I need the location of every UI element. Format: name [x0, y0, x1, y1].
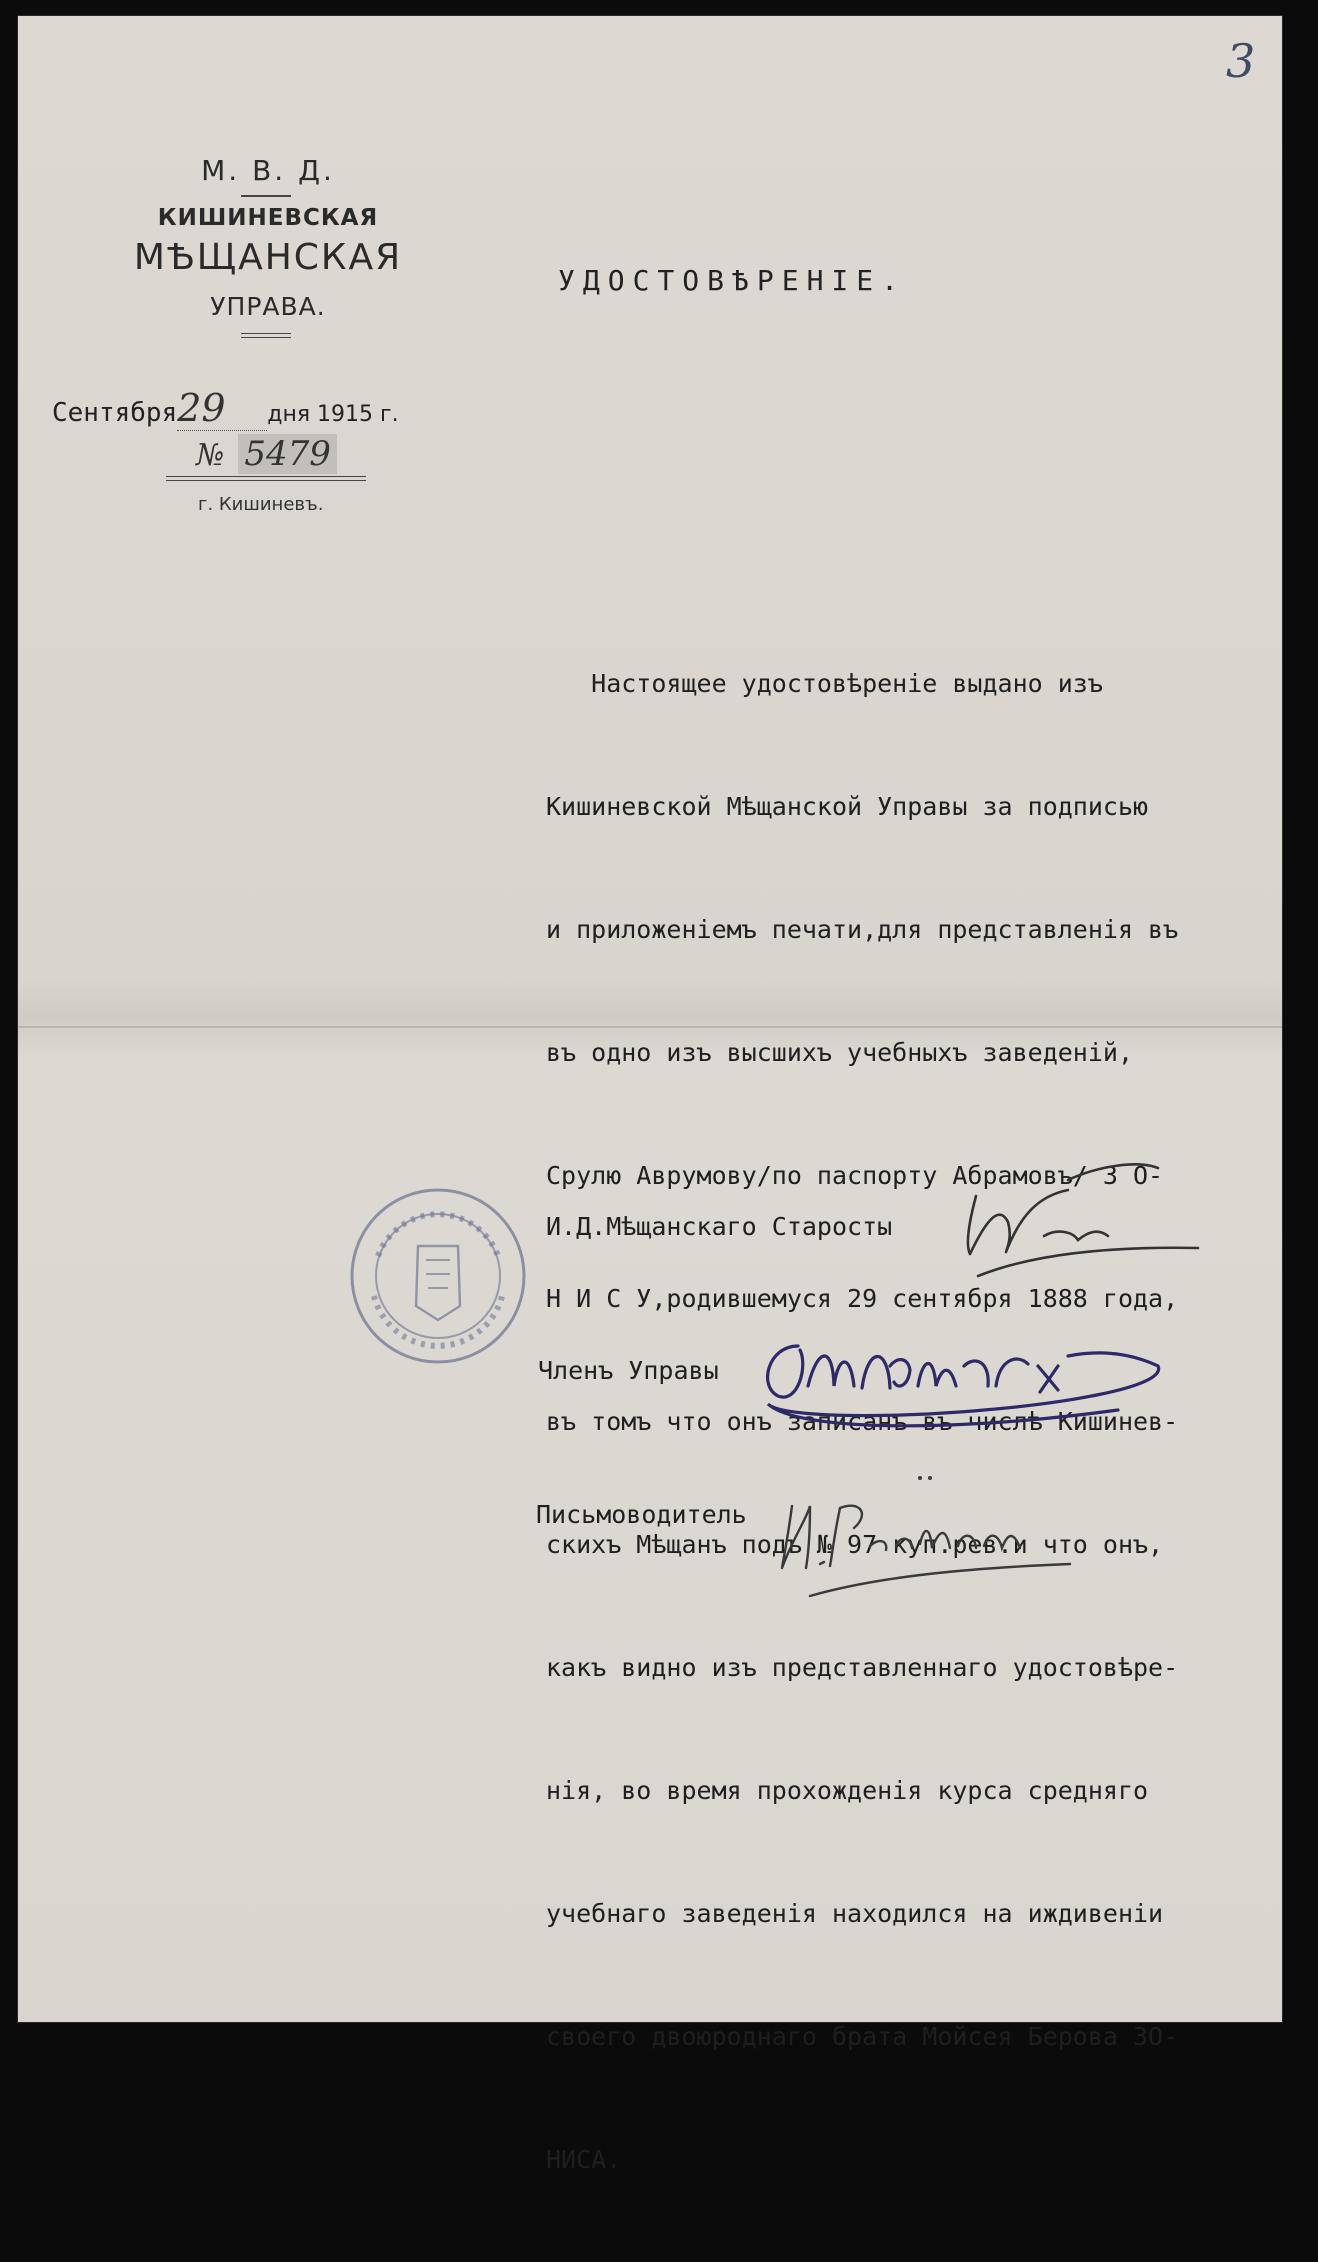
elder-signature-label: И.Д.Мѣщанскаго Старосты — [546, 1212, 893, 1241]
body-line: Настоящее удостовѣреніе выдано изъ — [546, 669, 1103, 698]
body-line: скихъ Мѣщанъ подъ № 97 куп.рев.и что онъ, — [546, 1530, 1164, 1559]
body-line: какъ видно изъ представленнаго удостовѣре- — [546, 1653, 1179, 1682]
body-line: учебнаго заведенія находился на иждивеніи — [546, 1899, 1164, 1928]
body-line: въ одно изъ высшихъ учебныхъ заведеній, — [546, 1038, 1133, 1067]
body-line: Кишиневской Мѣщанской Управы за подписью — [546, 792, 1149, 821]
page-number: 3 — [1226, 34, 1256, 88]
registry-number — [196, 434, 337, 474]
letterhead-board: УПРАВА. — [210, 292, 326, 321]
letterhead — [18, 154, 488, 338]
clerk-signature — [770, 1456, 1090, 1606]
letterhead-office: МѢЩАНСКАЯ — [133, 237, 403, 278]
body-line: Н И С У,родившемуся 29 сентября 1888 года, — [546, 1284, 1179, 1313]
document-title: УДОСТОВѢРЕНІЕ. — [558, 264, 907, 297]
city-line: г. Кишиневъ. — [198, 494, 324, 515]
member-signature — [738, 1306, 1188, 1456]
member-signature-label: Членъ Управы — [538, 1356, 719, 1385]
body-line: Срулю Аврумову/по паспорту Абрамовъ/ З О- — [546, 1161, 1164, 1190]
number-rule — [166, 476, 366, 481]
number-sign: № — [196, 438, 225, 473]
date-month: Сентября — [52, 398, 178, 428]
body-line: нія, во время прохожденія курса средняго — [546, 1776, 1149, 1805]
date-year: дня 1915 г. — [267, 402, 399, 427]
date-line — [52, 386, 399, 431]
document-sheet — [18, 16, 1282, 2174]
seal-stamp-icon — [348, 1186, 528, 1366]
number-handwritten: 5479 — [238, 434, 337, 474]
letterhead-ministry: М. В. Д. — [201, 154, 335, 187]
letterhead-city: КИШИНЕВСКАЯ — [157, 205, 379, 231]
body-line: своего двоюроднаго брата Мойсея Берова ЗО- — [546, 2022, 1179, 2051]
elder-signature — [948, 1136, 1208, 1286]
date-day-handwritten: 29 — [177, 386, 267, 431]
letterhead-double-rule — [241, 333, 291, 338]
letterhead-rule — [241, 195, 291, 197]
body-line: въ томъ что онъ записанъ въ числѣ Кишинев- — [546, 1407, 1179, 1436]
body-line: и приложеніемъ печати,для представленія въ — [546, 915, 1179, 944]
clerk-signature-label: Письмоводитель — [536, 1500, 747, 1529]
body-line: НИСА. — [546, 2145, 622, 2174]
